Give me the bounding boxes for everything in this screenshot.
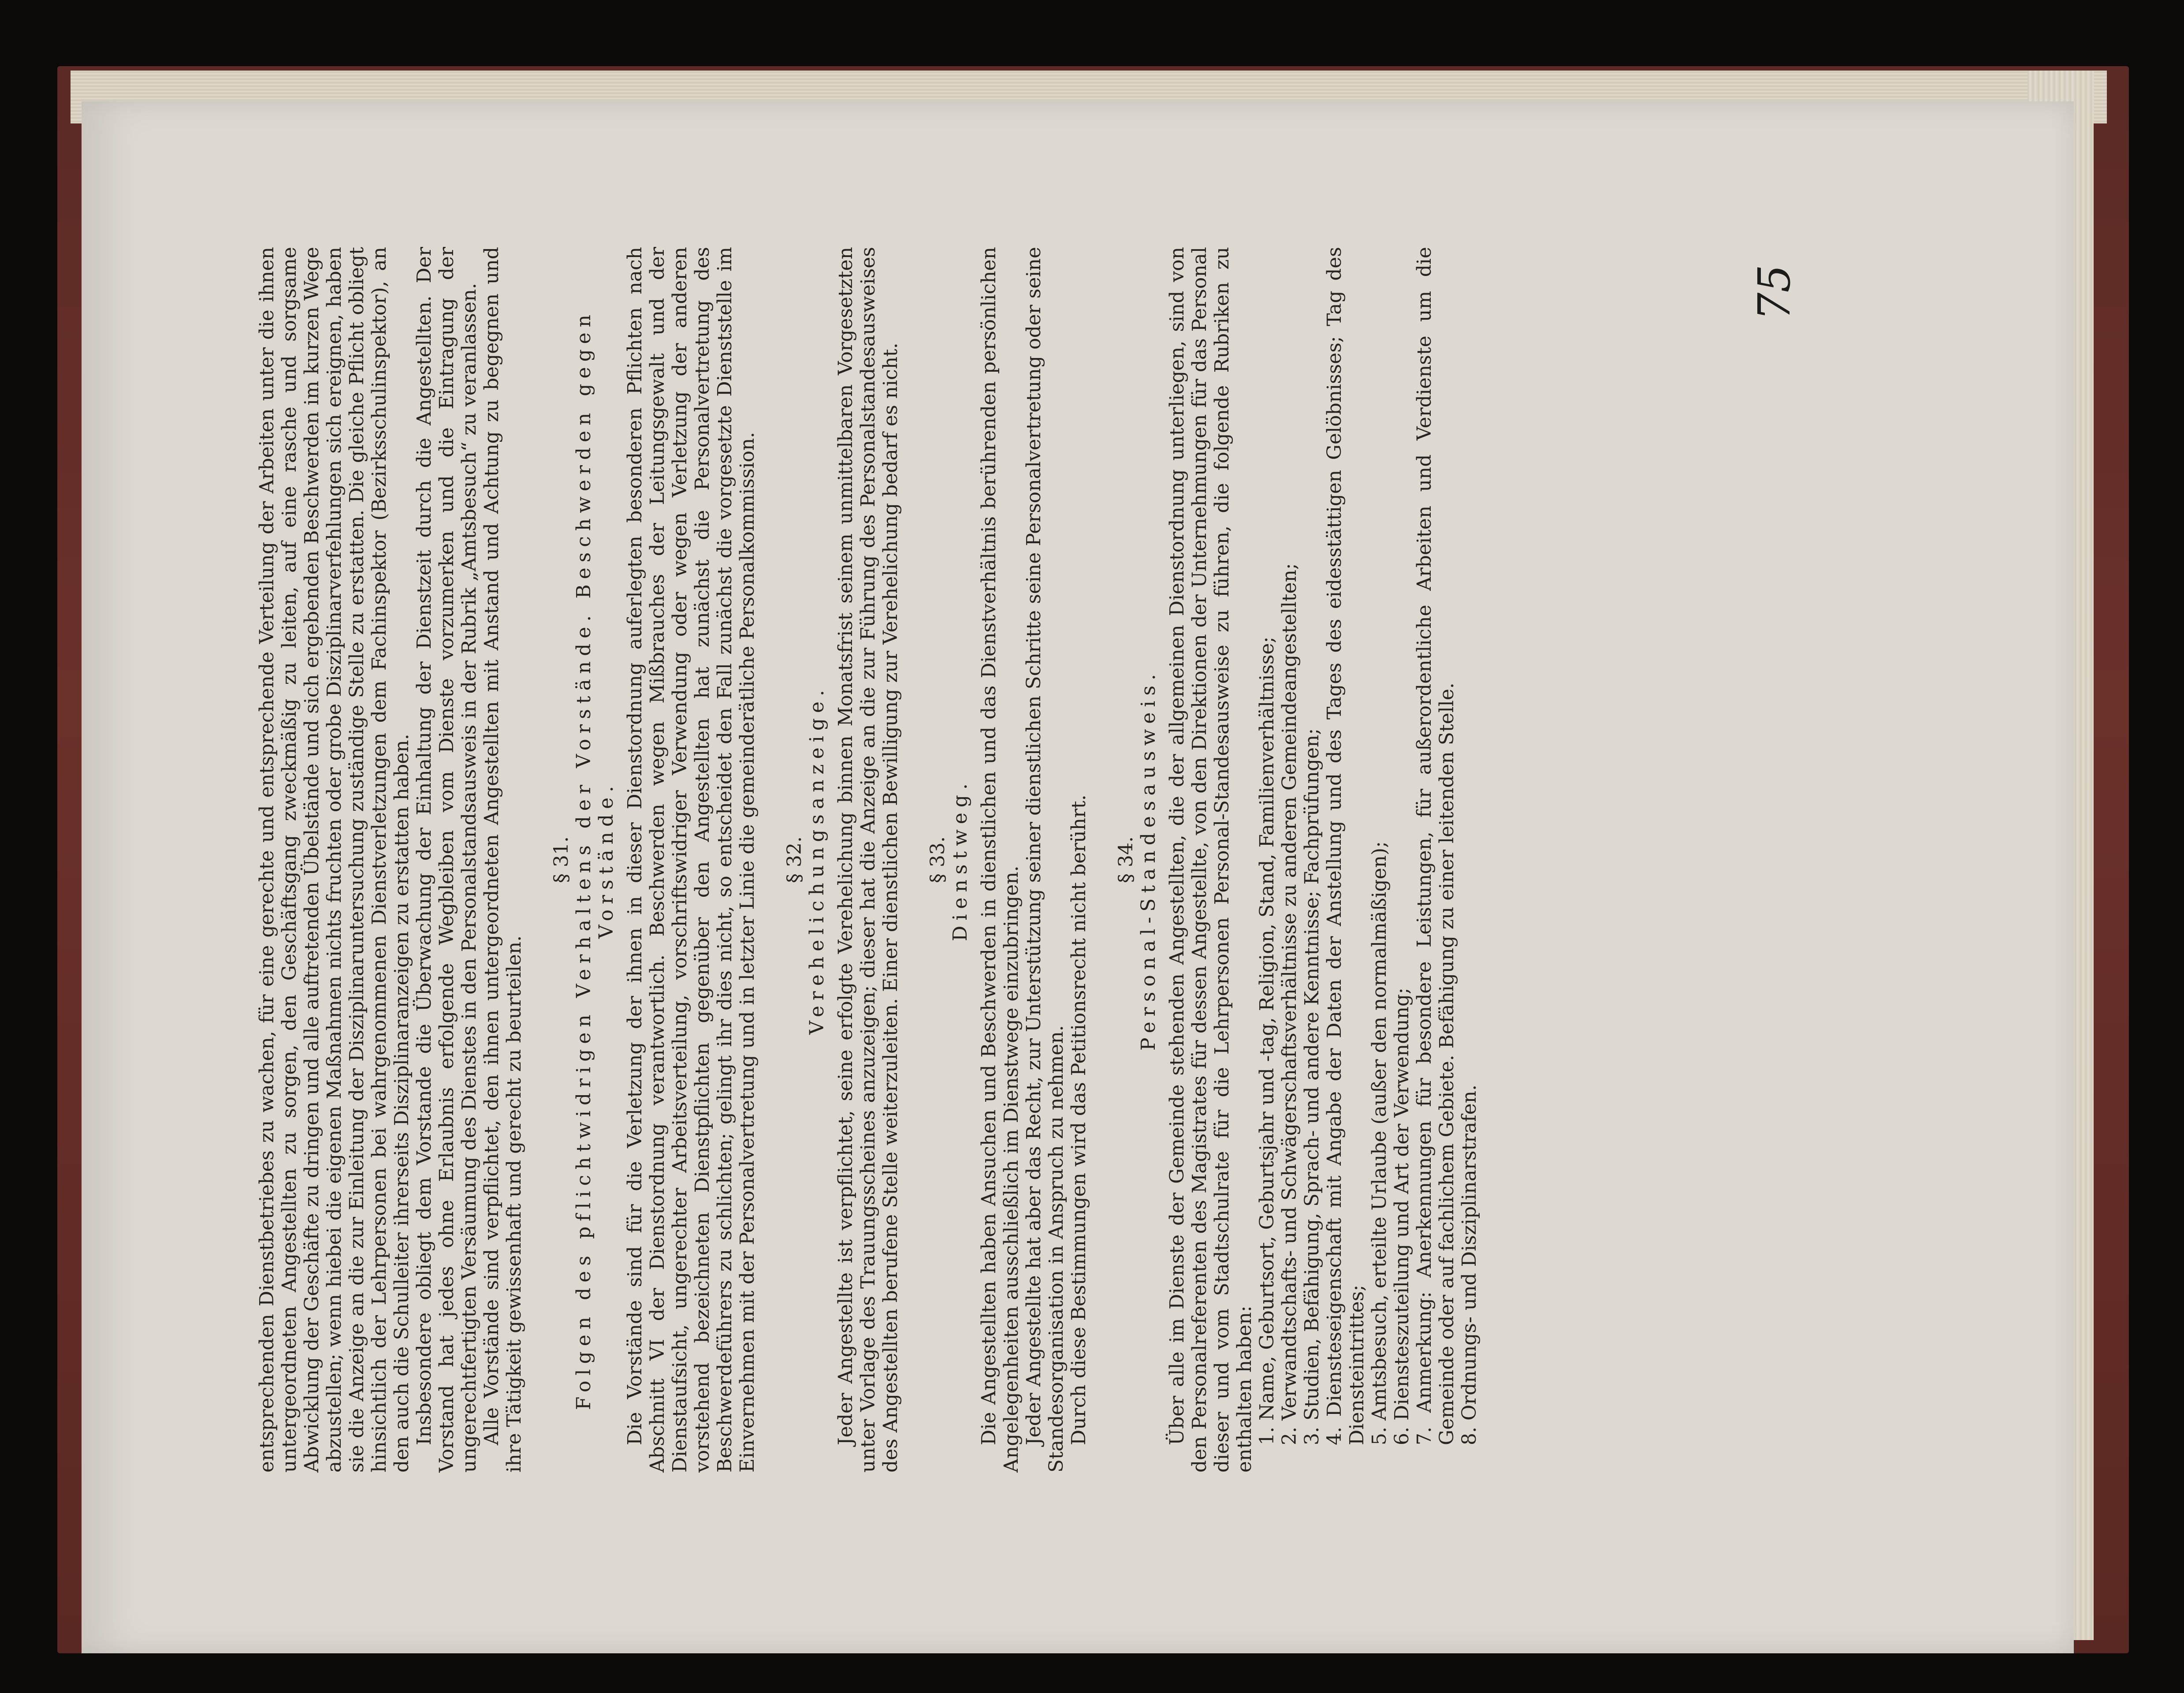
section-31 [550,247,759,1473]
section-paragraph: Die Vorstände sind für die Verletzung der ihnen in dieser Dienstordnung auferlegten besonderen Pflichten nach Abschnitt VI der Dienstordnung verantwortlich. Beschwerden wegen Mißbrauches der Leitungsgewalt und der Dienstaufsicht, ungerechter Arbeitsverteilung, vorschriftswidriger Verwendung oder wegen Verletzung der anderen vorstehend bezeichneten Dienstpflichten gegenüber den Angestellten hat zunächst die Personalvertretung des Beschwerdeführers zu schlichten; gelingt ihr dies nicht, so entscheidet den Fall zunächst die vorgesetzte Dienststelle im Einvernehmen mit der Personalvertretung und in letzter Linie die gemeinderätliche Personalkommission. [624,247,759,1473]
intro-paragraph: Alle Vorstände sind verpflichtet, den ihnen untergeordneten Angestellten mit Anstand und Achtung zu begegnen und ihre Tätigkeit gewissenhaft und gerecht zu beurteilen. [480,247,525,1473]
section-heading: Dienstweg. [949,778,971,941]
section-paragraph: Jeder Angestellte ist verpflichtet, seine erfolgte Verehelichung binnen Monatsfrist seinem unmittelbaren Vorgesetzten unter Vorlage des Trauungsscheines anzuzeigen; dieser hat die Anzeige an die zur Führung des Personalstandesausweises des Angestellten berufene Stelle weiterzuleiten. Einer dienstlichen Bewilligung zur Verehelichung bedarf es nicht. [834,247,902,1473]
section-33 [926,247,1090,1473]
section-paragraph: Jeder Angestellte hat aber das Recht, zur Unterstützung seiner dienstlichen Schritte seine Personalvertretung oder seine Standesorganisation in Anspruch zu nehmen. [1023,247,1068,1473]
list-item: 3. Studien, Befähigung, Sprach- und andere Kenntnisse; Fachprüfungen; [1301,728,1323,1445]
page-content-rotated [256,247,1931,1473]
intro-paragraph: entsprechenden Dienstbetriebes zu wachen, für eine gerechte und entsprechende Verteilung der Arbeiten unter die ihnen untergeordneten Angestellten zu sorgen, den Geschäftsgang zweckmäßig zu leiten, auf eine rasche und sorgsame Abwicklung der Geschäfte zu dringen und alle auftretenden Übelstände und sich ergebenden Beschwerden im kurzen Wege abzustellen; wenn hiebei die eigenen Maßnahmen nichts fruchten oder grobe Disziplinarverfehlungen sich ereignen, haben sie die Anzeige an die zur Einleitung der Disziplinaruntersuchung zuständige Stelle zu erstatten. Die gleiche Pflicht obliegt hinsichtlich der Lehrpersonen bei wahrgenommenen Dienstverletzungen dem Fachinspektor (Bezirksschulinspektor), an den auch die Schulleiter ihrerseits Disziplinaranzeigen zu erstatten haben. [256,247,413,1473]
section-heading: Verehelichungsanzeige. [806,685,828,1035]
section-heading: Personal-Standesausweis. [1137,669,1160,1051]
list-item: 4. Diensteseigenschaft mit Angabe der Daten der Anstellung und des Tages des eidesstättigen Gelöbnisses; Tag des Diensteintrittes; [1323,247,1368,1445]
section-number: § 33. [926,836,949,883]
section-number: § 34. [1115,836,1137,883]
list-item: 7. Anmerkung: Anerkennungen für besondere Leistungen, für außerordentliche Arbeiten und Verdienste um die Gemeinde oder auf fachlichem Gebiete. Befähigung zu einer leitenden Stelle. [1413,247,1458,1445]
list-item: 8. Ordnungs- und Disziplinarstrafen. [1458,1085,1481,1445]
list-item: 1. Name, Geburtsort, Geburtsjahr und -tag, Religion, Stand, Familienverhältnisse; [1256,636,1278,1445]
section-34 [1115,247,1481,1473]
section-paragraph: Durch diese Bestimmungen wird das Petitionsrecht nicht berührt. [1068,794,1090,1445]
section-heading: Folgen des pflichtwidrigen Verhaltens der Vorstände. Beschwerden gegen Vorstände. [573,309,618,1410]
section-32 [783,247,902,1473]
rubric-list [1256,247,1481,1473]
section-number: § 32. [783,836,806,883]
list-item: 6. Diensteszuteilung und Art der Verwendung; [1391,988,1413,1445]
intro-paragraph: Insbesondere obliegt dem Vorstande die Überwachung der Einhaltung der Dienstzeit durch die Angestellten. Der Vorstand hat jedes ohne Erlaubnis erfolgende Wegbleiben vom Dienste vorzumerken und die Eintragung der ungerechtfertigten Versäumung des Dienstes in den Personalstandsausweis in der Rubrik „Amtsbesuch“ zu veranlassen. [413,247,480,1473]
list-item: 5. Amtsbesuch, erteilte Urlaube (außer den normalmäßigen); [1368,841,1391,1445]
section-paragraph: Über alle im Dienste der Gemeinde stehenden Angestellten, die der allgemeinen Dienstordnung unterliegen, sind von den Personalreferenten des Magistrates für dessen Angestellte, von den Direktionen der Unternehmungen für das Personal dieser und vom Stadtschulrate für die Lehrpersonen Personal-Standesausweise zu führen, die folgende Rubriken zu enthalten haben: [1166,247,1256,1473]
page-number: 75 [1749,265,1800,321]
intro-block [256,247,525,1473]
section-number: § 31. [550,836,573,883]
list-item: 2. Verwandtschafts- und Schwägerschaftsverhältnisse zu anderen Gemeindeangestellten; [1278,563,1301,1445]
section-paragraph: Die Angestellten haben Ansuchen und Beschwerden in dienstlichen und das Dienstverhältnis berührenden persönlichen Angelegenheiten ausschließlich im Dienstwege einzubringen. [978,247,1023,1473]
